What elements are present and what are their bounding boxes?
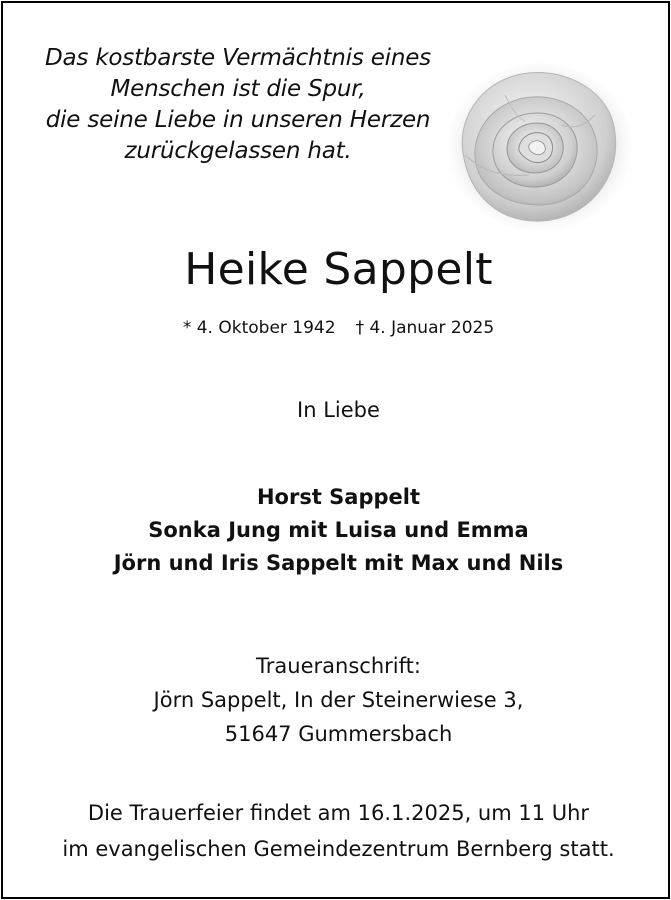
mourners-list bbox=[3, 481, 671, 580]
death-date: † 4. Januar 2025 bbox=[355, 318, 495, 338]
ceremony-line: im evangelischen Gemeindezentrum Bernberg statt. bbox=[62, 837, 615, 861]
mourner-line: Jörn und Iris Sappelt mit Max und Nils bbox=[113, 551, 564, 575]
address-label: Traueranschrift: bbox=[256, 654, 421, 678]
in-love-caption: In Liebe bbox=[297, 398, 380, 422]
address-city: 51647 Gummersbach bbox=[224, 722, 453, 746]
quote-line: Das kostbarste Vermächtnis eines bbox=[45, 45, 431, 71]
birth-date: * 4. Oktober 1942 bbox=[182, 318, 336, 338]
life-dates bbox=[3, 315, 671, 341]
funeral-ceremony-info bbox=[3, 795, 671, 867]
ceremony-line: Die Trauerfeier findet am 16.1.2025, um 11 Uhr bbox=[87, 801, 590, 825]
obituary-notice bbox=[1, 1, 670, 899]
deceased-name: Heike Sappelt bbox=[184, 244, 493, 295]
rose-icon bbox=[445, 55, 635, 233]
mourner-line: Horst Sappelt bbox=[256, 485, 421, 509]
quote-line: Menschen ist die Spur, bbox=[110, 76, 366, 102]
memorial-quote bbox=[33, 43, 443, 167]
mourning-address bbox=[3, 649, 671, 751]
mourner-line: Sonka Jung mit Luisa und Emma bbox=[148, 518, 529, 542]
quote-line: die seine Liebe in unseren Herzen bbox=[45, 107, 431, 133]
quote-line: zurückgelassen hat. bbox=[124, 138, 352, 164]
address-street: Jörn Sappelt, In der Steinerwiese 3, bbox=[153, 688, 524, 712]
